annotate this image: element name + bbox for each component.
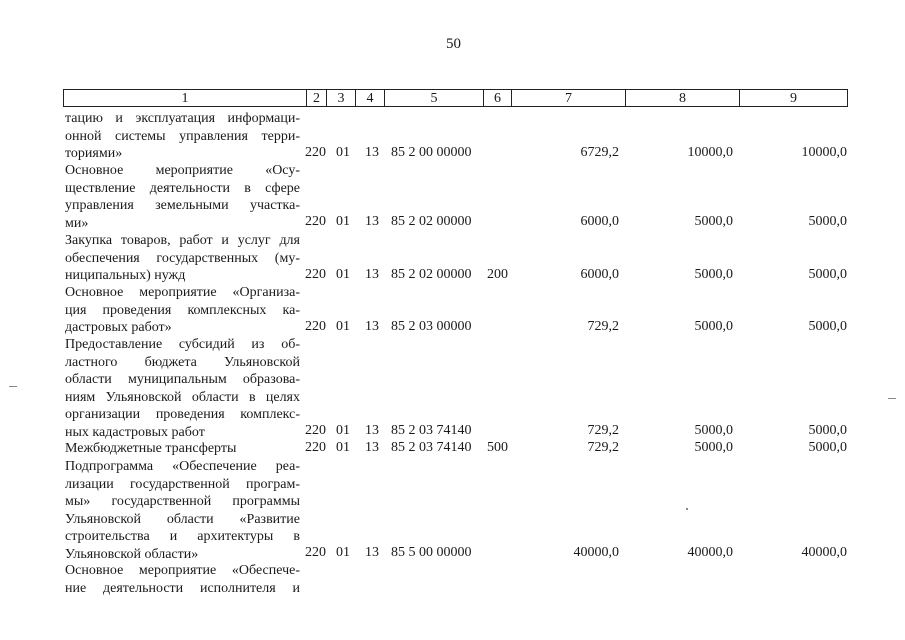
cell-col-4: 13 <box>365 440 379 455</box>
scan-mark <box>686 508 688 510</box>
description-line: лизации государственной програм- <box>65 476 300 492</box>
header-col-7: 7 <box>511 89 626 107</box>
cell-col-5: 85 2 00 00000 <box>391 145 472 160</box>
description-line: ториями» <box>65 146 123 161</box>
cell-col-8: 40000,0 <box>687 545 733 560</box>
cell-col-8: 5000,0 <box>694 423 733 438</box>
row-description <box>65 562 300 597</box>
description-line: Ульяновской области «Развитие <box>65 511 300 527</box>
cell-col-3: 01 <box>336 214 350 229</box>
cell-col-9: 5000,0 <box>808 319 847 334</box>
description-line: Закупка товаров, работ и услуг для <box>65 233 300 248</box>
description-line: ниям Ульяновской области в целях <box>65 389 300 405</box>
description-line: Межбюджетные трансферты <box>65 441 237 456</box>
description-line: Подпрограмма «Обеспечение реа- <box>65 459 300 474</box>
description-line: онной системы управления терри- <box>65 128 300 144</box>
description-line: управления земельными участка- <box>65 198 300 213</box>
cell-col-4: 13 <box>365 423 379 438</box>
cell-col-4: 13 <box>365 214 379 229</box>
cell-col-3: 01 <box>336 319 350 334</box>
header-col-8: 8 <box>625 89 740 107</box>
page-number: 50 <box>446 36 461 52</box>
description-line: мы» государственной программы <box>65 494 300 509</box>
cell-col-6: 500 <box>487 440 508 455</box>
cell-col-4: 13 <box>365 145 379 160</box>
header-col-4: 4 <box>355 89 385 107</box>
cell-col-7: 6000,0 <box>580 267 619 282</box>
cell-col-5: 85 5 00 00000 <box>391 545 472 560</box>
description-line: Основное мероприятие «Организа- <box>65 285 300 300</box>
cell-col-7: 6729,2 <box>580 145 619 160</box>
header-col-9: 9 <box>739 89 848 107</box>
cell-col-3: 01 <box>336 145 350 160</box>
cell-col-8: 10000,0 <box>687 145 733 160</box>
cell-col-2: 220 <box>305 423 326 438</box>
cell-col-9: 40000,0 <box>801 545 847 560</box>
row-description <box>65 110 300 163</box>
cell-col-8: 5000,0 <box>694 440 733 455</box>
description-line: организации проведения комплекс- <box>65 407 300 422</box>
row-description <box>65 336 300 441</box>
scan-mark <box>888 398 896 399</box>
cell-col-9: 5000,0 <box>808 267 847 282</box>
header-col-2: 2 <box>306 89 327 107</box>
description-line: ция проведения комплексных ка- <box>65 302 300 318</box>
row-description <box>65 162 300 232</box>
description-line: Ульяновской области» <box>65 546 199 562</box>
description-line: Основное мероприятие «Обеспече- <box>65 563 300 578</box>
description-line: области муниципальным образова- <box>65 372 300 387</box>
cell-col-3: 01 <box>336 267 350 282</box>
scan-mark <box>9 386 17 387</box>
cell-col-8: 5000,0 <box>694 267 733 282</box>
header-col-3: 3 <box>326 89 356 107</box>
description-line: ществление деятельности в сфере <box>65 180 300 196</box>
description-line: дастровых работ» <box>65 320 172 335</box>
cell-col-2: 220 <box>305 440 326 455</box>
cell-col-4: 13 <box>365 319 379 334</box>
description-line: ние деятельности исполнителя и <box>65 580 300 596</box>
description-line: ми» <box>65 215 89 231</box>
cell-col-6: 200 <box>487 267 508 282</box>
description-line: ных кадастровых работ <box>65 424 205 440</box>
cell-col-2: 220 <box>305 319 326 334</box>
cell-col-5: 85 2 02 00000 <box>391 267 472 282</box>
cell-col-8: 5000,0 <box>694 214 733 229</box>
cell-col-7: 6000,0 <box>580 214 619 229</box>
cell-col-5: 85 2 03 74140 <box>391 440 472 455</box>
cell-col-7: 40000,0 <box>573 545 619 560</box>
description-line: строительства и архитектуры в <box>65 529 300 544</box>
description-line: ниципальных) нужд <box>65 268 186 283</box>
description-line: обеспечения государственных (му- <box>65 250 300 266</box>
cell-col-9: 5000,0 <box>808 214 847 229</box>
cell-col-3: 01 <box>336 440 350 455</box>
cell-col-9: 5000,0 <box>808 423 847 438</box>
cell-col-5: 85 2 03 00000 <box>391 319 472 334</box>
cell-col-3: 01 <box>336 423 350 438</box>
description-line: Основное мероприятие «Осу- <box>65 163 300 178</box>
description-line: ластного бюджета Ульяновской <box>65 354 300 370</box>
cell-col-3: 01 <box>336 545 350 560</box>
cell-col-2: 220 <box>305 214 326 229</box>
cell-col-7: 729,2 <box>587 319 619 334</box>
cell-col-4: 13 <box>365 545 379 560</box>
cell-col-4: 13 <box>365 267 379 282</box>
cell-col-9: 10000,0 <box>801 145 847 160</box>
cell-col-7: 729,2 <box>587 423 619 438</box>
header-col-6: 6 <box>483 89 512 107</box>
row-description <box>65 440 300 458</box>
row-description <box>65 232 300 285</box>
cell-col-9: 5000,0 <box>808 440 847 455</box>
description-line: Предоставление субсидий из об- <box>65 337 300 352</box>
cell-col-7: 729,2 <box>587 440 619 455</box>
cell-col-2: 220 <box>305 545 326 560</box>
cell-col-5: 85 2 02 00000 <box>391 214 472 229</box>
cell-col-2: 220 <box>305 145 326 160</box>
row-description <box>65 458 300 563</box>
header-col-5: 5 <box>384 89 484 107</box>
row-description <box>65 284 300 337</box>
cell-col-8: 5000,0 <box>694 319 733 334</box>
header-col-1: 1 <box>63 89 307 107</box>
cell-col-5: 85 2 03 74140 <box>391 423 472 438</box>
description-line: тацию и эксплуатация информаци- <box>65 111 300 126</box>
cell-col-2: 220 <box>305 267 326 282</box>
